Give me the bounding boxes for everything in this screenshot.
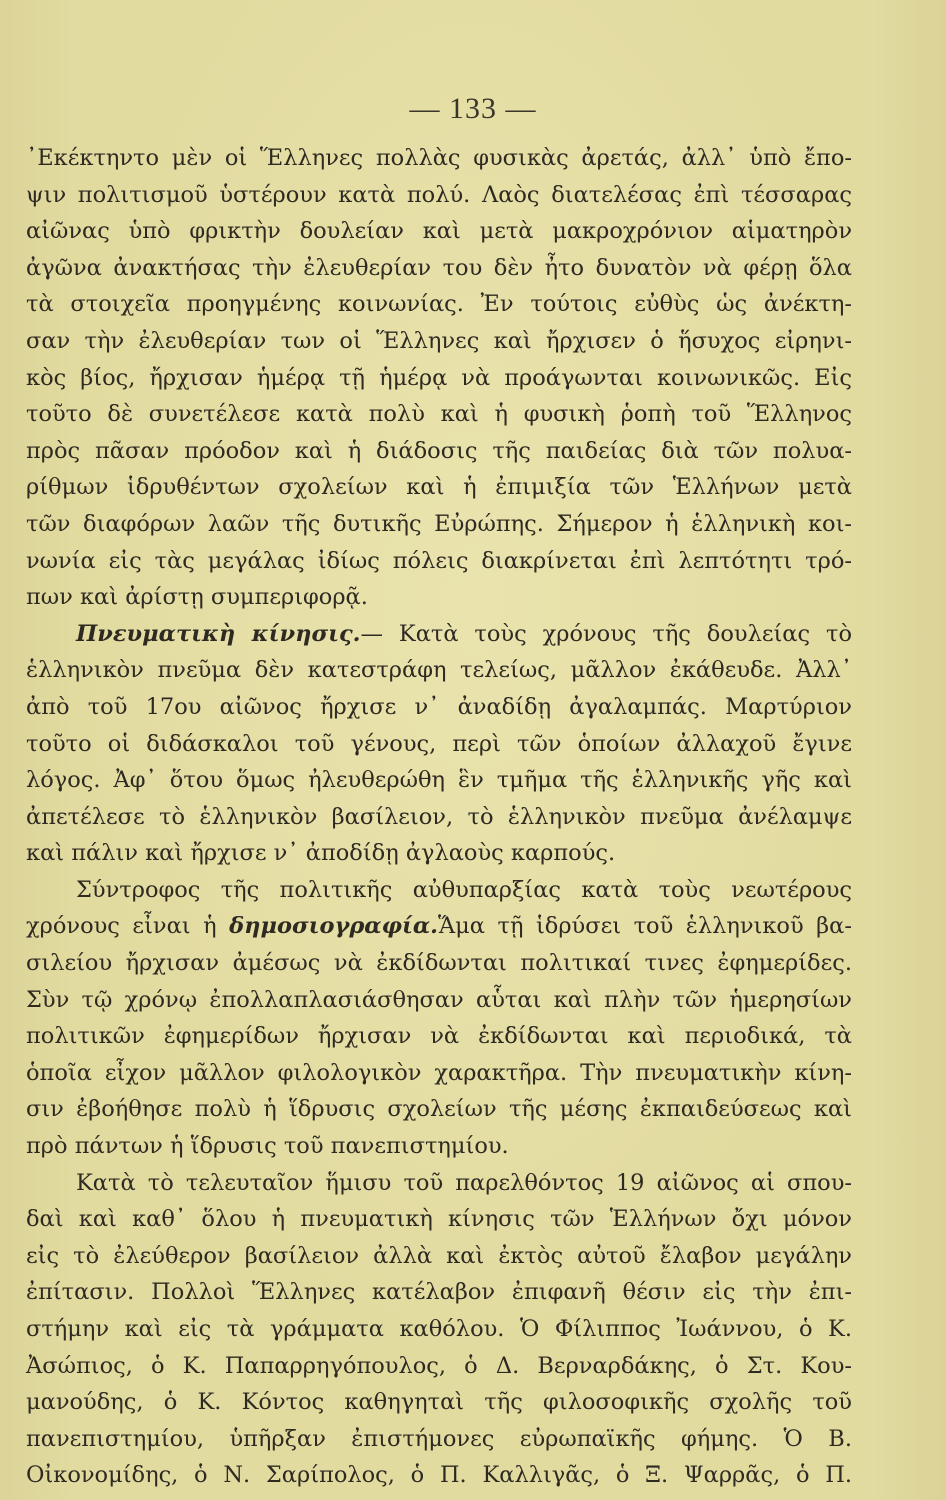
line-text: πρὸ πάντων ἡ ἵδρυσις τοῦ πανεπιστημίου.	[26, 1133, 509, 1160]
text-line	[26, 213, 852, 250]
text-line	[26, 908, 852, 945]
body-text	[26, 140, 852, 1494]
line-text: δαὶ καὶ καθ᾿ ὅλου ἡ πνευματικὴ κίνησις τῶν Ἑλλήνων ὄχι μόνον	[26, 1206, 852, 1233]
text-line	[26, 762, 852, 799]
line-text: εἰς τὸ ἐλεύθερον βασίλειον ἀλλὰ καὶ ἐκτὸς αὐτοῦ ἔλαβον μεγάλην	[26, 1242, 852, 1269]
line-text: — Κατὰ τοὺς χρόνους τῆς δουλείας τὸ	[360, 620, 852, 647]
line-text: ρίθμων ἱδρυθέντων σχολείων καὶ ἡ ἐπιμιξία τῶν Ἑλλήνων μετὰ	[26, 474, 852, 501]
line-text: σαν τὴν ἐλευθερίαν των οἱ Ἕλληνες καὶ ἤρχισεν ὁ ἥσυχος εἰρηνι-	[26, 327, 852, 354]
text-line	[26, 1274, 852, 1311]
line-text: τοῦτο δὲ συνετέλεσε κατὰ πολὺ καὶ ἡ φυσικὴ ῥοπὴ τοῦ Ἕλληνος	[26, 401, 852, 428]
text-line	[26, 1457, 852, 1494]
text-line	[26, 835, 852, 872]
text-line	[26, 543, 852, 580]
text-line	[26, 1238, 852, 1275]
line-text: καὶ πάλιν καὶ ἤρχισε ν᾿ ἀποδίδῃ ἀγλαοὺς καρπούς.	[26, 840, 616, 867]
line-text: Σύντροφος τῆς πολιτικῆς αὐθυπαρξίας κατὰ τοὺς νεωτέρους	[76, 876, 852, 903]
text-line	[26, 616, 852, 653]
line-text: τοῦτο οἱ διδάσκαλοι τοῦ γένους, περὶ τῶν ὁποίων ἀλλαχοῦ ἔγινε	[26, 730, 852, 757]
line-text: ἐπίτασιν. Πολλοὶ Ἕλληνες κατέλαβον ἐπιφανῆ θέσιν εἰς τὴν ἐπι-	[26, 1279, 852, 1306]
line-text: πρὸς πᾶσαν πρόοδον καὶ ἡ διάδοσις τῆς παιδείας διὰ τῶν πολυα-	[26, 437, 852, 464]
text-line	[26, 250, 852, 287]
text-line	[26, 177, 852, 214]
line-text: αἰῶνας ὑπὸ φρικτὴν δουλείαν καὶ μετὰ μακροχρόνιον αἱματηρὸν	[26, 218, 852, 245]
text-line	[26, 396, 852, 433]
line-text: Ἀσώπιος, ὁ Κ. Παπαρρηγόπουλος, ὁ Δ. Βερναρδάκης, ὁ Στ. Κου-	[26, 1352, 852, 1379]
text-line	[26, 1091, 852, 1128]
text-line	[26, 799, 852, 836]
text-line	[26, 689, 852, 726]
line-text: πανεπιστημίου, ὑπῆρξαν ἐπιστήμονες εὐρωπαϊκῆς φήμης. Ὁ Β.	[26, 1425, 852, 1452]
line-text: Οἰκονομίδης, ὁ Ν. Σαρίπολος, ὁ Π. Καλλιγᾶς, ὁ Ξ. Ψαρρᾶς, ὁ Π.	[26, 1462, 852, 1489]
line-text: ὁποῖα εἶχον μᾶλλον φιλολογικὸν χαρακτῆρα. Τὴν πνευματικὴν κίνη-	[26, 1059, 852, 1086]
line-text: τῶν διαφόρων λαῶν τῆς δυτικῆς Εὐρώπης. Σήμερον ἡ ἑλληνικὴ κοι-	[26, 510, 852, 537]
line-text: στήμην καὶ εἰς τὰ γράμματα καθόλου. Ὁ Φίλιππος Ἰωάννου, ὁ Κ.	[26, 1316, 852, 1342]
text-line	[26, 469, 852, 506]
text-line	[26, 1348, 852, 1385]
text-line	[26, 140, 852, 177]
text-line	[26, 433, 852, 470]
line-text: κὸς βίος, ἤρχισαν ἡμέρᾳ τῇ ἡμέρᾳ νὰ προάγωνται κοινωνικῶς. Εἰς	[26, 364, 852, 391]
line-text: Κατὰ τὸ τελευταῖον ἥμισυ τοῦ παρελθόντος 19 αἰῶνος αἱ σπου-	[76, 1169, 852, 1196]
line-text: ἀπὸ τοῦ 17ου αἰῶνος ἤρχισε ν᾿ ἀναδίδῃ ἀγαλαμπάς. Μαρτύριον	[26, 693, 852, 720]
line-text: ἀγῶνα ἀνακτήσας τὴν ἐλευθερίαν του δὲν ἦτο δυνατὸν νὰ φέρῃ ὅλα	[26, 254, 852, 281]
text-line	[26, 579, 852, 616]
text-line	[26, 652, 852, 689]
text-line	[26, 1165, 852, 1202]
text-line	[26, 360, 852, 397]
text-line	[26, 1421, 852, 1458]
text-line	[26, 1128, 852, 1165]
text-line	[26, 1311, 852, 1348]
line-text-after: Ἅμα τῇ ἱδρύσει τοῦ ἑλληνικοῦ βα-	[438, 913, 852, 940]
line-text: Σὺν τῷ χρόνῳ ἐπολλαπλασιάσθησαν αὗται καὶ πλὴν τῶν ἡμερησίων	[26, 986, 852, 1013]
text-line	[26, 506, 852, 543]
text-line	[26, 1384, 852, 1421]
emphasized-term: δημοσιογραφία.	[229, 913, 438, 940]
line-text: χρόνους εἶναι ἡ	[26, 913, 230, 940]
line-text: πολιτικῶν ἐφημερίδων ἤρχισαν νὰ ἐκδίδωνται καὶ περιοδικά, τὰ	[26, 1023, 852, 1050]
text-line	[26, 286, 852, 323]
text-line	[26, 945, 852, 982]
text-line	[26, 1201, 852, 1238]
text-line	[26, 726, 852, 763]
text-line	[26, 1055, 852, 1092]
text-line	[26, 1018, 852, 1055]
line-text: σιν ἐβοήθησε πολὺ ἡ ἵδρυσις σχολείων τῆς μέσης ἐκπαιδεύσεως καὶ	[26, 1096, 852, 1123]
line-text: πων καὶ ἀρίστῃ συμπεριφορᾷ.	[26, 584, 368, 611]
line-text: λόγος. Ἀφ᾿ ὅτου ὅμως ἠλευθερώθη ἓν τμῆμα τῆς ἑλληνικῆς γῆς καὶ	[26, 767, 852, 794]
section-heading: Πνευματικὴ κίνησις.	[76, 620, 361, 647]
text-line	[26, 323, 852, 360]
line-text: μανούδης, ὁ Κ. Κόντος καθηγηταὶ τῆς φιλοσοφικῆς σχολῆς τοῦ	[26, 1389, 852, 1416]
page-number: — 133 —	[409, 92, 537, 125]
line-text: ἑλληνικὸν πνεῦμα δὲν κατεστράφη τελείως, μᾶλλον ἐκάθευδε. Ἀλλ᾿	[26, 657, 852, 684]
line-text: ἀπετέλεσε τὸ ἑλληνικὸν βασίλειον, τὸ ἑλληνικὸν πνεῦμα ἀνέλαμψε	[26, 803, 852, 830]
text-line	[26, 982, 852, 1019]
line-text: σιλείου ἤρχισαν ἀμέσως νὰ ἐκδίδωνται πολιτικαί τινες ἐφημερίδες.	[26, 950, 852, 977]
line-text: ᾿Εκέκτηντο μὲν οἱ Ἕλληνες πολλὰς φυσικὰς ἀρετάς, ἀλλ᾿ ὑπὸ ἔπο-	[26, 145, 852, 171]
line-text: ψιν πολιτισμοῦ ὑστέρουν κατὰ πολύ. Λαὸς διατελέσας ἐπὶ τέσσαρας	[26, 181, 852, 208]
line-text: νωνία εἰς τὰς μεγάλας ἰδίως πόλεις διακρίνεται ἐπὶ λεπτότητι τρό-	[26, 547, 852, 574]
text-line	[26, 872, 852, 909]
line-text: τὰ στοιχεῖα προηγμένης κοινωνίας. Ἐν τούτοις εὐθὺς ὡς ἀνέκτη-	[26, 291, 852, 318]
